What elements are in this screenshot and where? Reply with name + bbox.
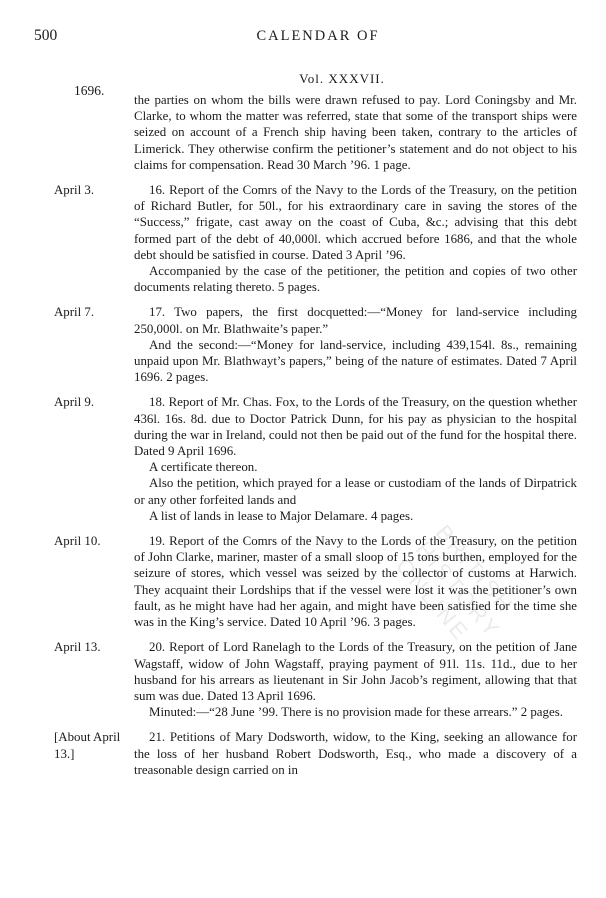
- volume-label: Vol. XXXVII.: [299, 71, 385, 86]
- year-label: 1696.: [74, 83, 105, 98]
- entry-paragraph: And the second:—“Money for land-service, including 439,154l. 8s., remaining unpaid upon Mr. Blathwayt’s papers,” being of the nature of estimates. Dated 7 April 1696. 2 pages.: [134, 337, 577, 385]
- entry-paragraph: 19. Report of the Comrs of the Navy to the Lords of the Treasury, on the petition of John Clarke, mariner, master of a small sloop of 15 tons burthen, employed for the seizure of stores, which vessel was seized by the collector of customs at Harwich. They acquaint their Lordships that if the vessel were lost it was the petitioner’s own fault, as he might have had her again, and might have been satisfied for the time she was in the King’s service. Dated 10 April ’96. 3 pages.: [134, 534, 577, 630]
- entry-paragraph: A certificate thereon.: [149, 460, 258, 475]
- entry-date: April 7.: [54, 305, 95, 320]
- entry-paragraph: 20. Report of Lord Ranelagh to the Lords of the Treasury, on the petition of Jane Wagstaff, widow of John Wagstaff, praying payment of 91l. 11s. 11d., due to her husband for his arrears as lieutenant in Sir John Jacob’s regiment, allowing that that sum was due. Dated 13 April 1696.: [134, 640, 577, 703]
- entry-date: April 10.: [54, 534, 101, 549]
- entry-paragraph: the parties on whom the bills were drawn refused to pay. Lord Coningsby and Mr. Clarke, to whom the matter was referred, state that some of the transport ships were seized on account of a French ship having been taken, contrary to the articles of Limerick. They otherwise confirm the petitioner’s statement and do not object to his claims for compensation. Read 30 March ’96. 1 page.: [134, 93, 577, 172]
- entry-date: April 9.: [54, 395, 95, 410]
- entry-paragraph: 17. Two papers, the first docquetted:—“Money for land-service including 250,000l. on Mr. Blathwaite’s paper.”: [134, 305, 577, 336]
- entry-paragraph: 21. Petitions of Mary Dodsworth, widow, to the King, seeking an allowance for the loss of her husband Robert Dodsworth, Esq., who made a discovery of a treasonable design carried on in: [134, 730, 577, 777]
- entry-19: [54, 533, 577, 630]
- entry-20: [54, 639, 577, 720]
- entry-17: [54, 304, 577, 385]
- entry-continuation: [134, 92, 577, 173]
- entry-date: April 13.: [54, 640, 101, 655]
- watermark: BRITISH HISTORY ONLINE: [391, 520, 520, 647]
- page-number: 500: [34, 27, 58, 44]
- entry-21: [54, 729, 577, 778]
- entry-paragraph: 16. Report of the Comrs of the Navy to the Lords of the Treasury, on the petition of Richard Butler, for 50l., for his extraordinary care in saving the stores of the “Success,” frigate, cast away on the coast of Cuba, &c.; advising that this debt formed part of the debt of 40,000l. which accrued before 1686, and that the whole debt should be satisfied in course. Dated 3 April ’96.: [134, 183, 577, 262]
- entry-paragraph: 18. Report of Mr. Chas. Fox, to the Lords of the Treasury, on the question whether 436l. 16s. 8d. due to Doctor Patrick Dunn, for his pay as physician to the hospital during the war in Ireland, could not then be paid out of the fund for the hospital there. Dated 9 April 1696.: [134, 395, 577, 459]
- calendar-entries: [54, 92, 577, 787]
- running-title: CALENDAR OF: [256, 28, 380, 44]
- entry-paragraph: Also the petition, which prayed for a lease or custodiam of the lands of Dirpatrick or any other forfeited lands and: [134, 476, 577, 507]
- entry-paragraph: Accompanied by the case of the petitioner, the petition and copies of two other documents relating thereto. 5 pages.: [134, 264, 577, 295]
- entry-paragraph: A list of lands in lease to Major Delamare. 4 pages.: [149, 508, 414, 523]
- entry-date: [About April 13.]: [54, 730, 121, 761]
- entry-date: April 3.: [54, 183, 95, 198]
- entry-paragraph: Minuted:—“28 June ’99. There is no provision made for these arrears.” 2 pages.: [149, 705, 563, 720]
- entry-16: [54, 182, 577, 295]
- entry-18: [54, 394, 577, 524]
